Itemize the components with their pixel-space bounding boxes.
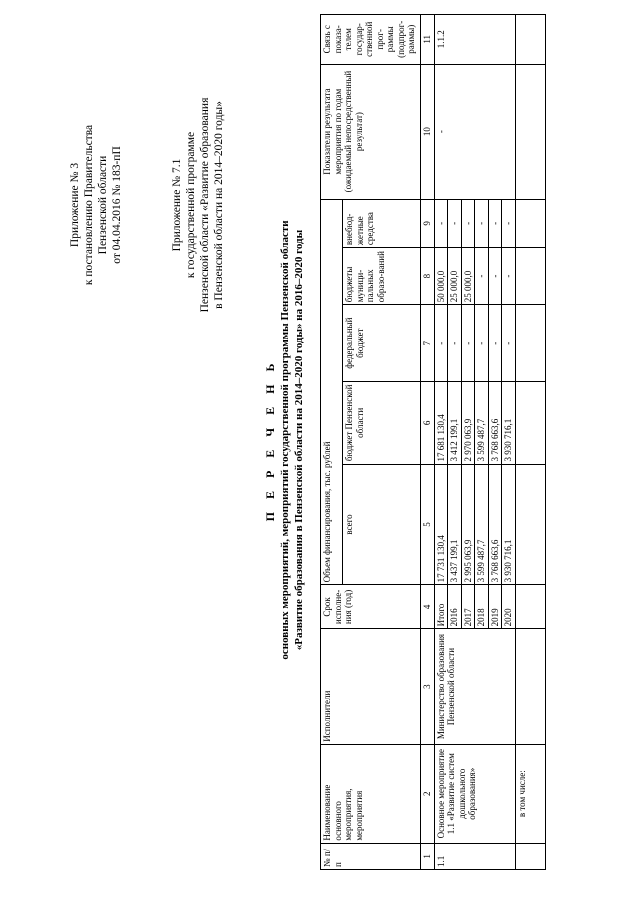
appendix-main-line: к постановлению Правительства — [83, 124, 95, 286]
cell-regional: 2 970 063,9 — [461, 382, 475, 464]
empty-cell — [515, 305, 545, 382]
cell-total: 3 599 487,7 — [475, 464, 489, 585]
row-num: 1.1 — [434, 843, 515, 869]
header-federal: федеральный бюджет — [343, 305, 421, 382]
title-line: «Развитие образования в Пензенской области на 2014–2020 годы» на 2016–2020 годы — [293, 229, 305, 651]
empty-cell — [515, 64, 545, 199]
appendix-sub — [170, 80, 226, 330]
cell-year: 2017 — [461, 585, 475, 629]
header-link: Связь с показа-телем государ-ственной прог-раммы (подпрог-раммы) — [321, 15, 421, 65]
cell-municipal: 50 000,0 — [434, 248, 448, 305]
header-funding: Объем финансирования, тыс. рублей — [321, 199, 343, 585]
empty-cell — [515, 629, 545, 744]
cell-extra: - — [434, 199, 448, 247]
row-name: Основное мероприятие 1.1 «Развитие систем дошкольного образования» — [434, 744, 515, 843]
cell-year: 2016 — [448, 585, 462, 629]
header-name: Наименование основного мероприятия, мероприятия — [321, 744, 421, 843]
cell-year: Итого — [434, 585, 448, 629]
row-executor: Министерство образования Пензенской области — [434, 629, 515, 744]
cell-regional: 3 412 199,1 — [448, 382, 462, 464]
cell-federal: - — [502, 305, 516, 382]
cell-extra: - — [461, 199, 475, 247]
cell-year: 2019 — [488, 585, 502, 629]
appendix-sub-line: Пензенской области «Развитие образования — [199, 97, 211, 313]
row-link: 1.1.2 — [434, 15, 515, 65]
cell-municipal: - — [488, 248, 502, 305]
cell-total: 17 731 130,4 — [434, 464, 448, 585]
header-regional: бюджет Пензенской области — [343, 382, 421, 464]
cell-regional: 3 599 487,7 — [475, 382, 489, 464]
header-extrabudget: внебюд-жетные средства — [343, 199, 421, 247]
cell-municipal: 25 000,0 — [461, 248, 475, 305]
cell-extra: - — [475, 199, 489, 247]
header-indicators: Показатели результата мероприятия по годам (ожидаемый непосредственный результат) — [321, 64, 421, 199]
empty-cell — [515, 15, 545, 65]
column-number-row — [421, 15, 435, 870]
empty-cell — [515, 585, 545, 629]
column-number: 2 — [421, 744, 435, 843]
column-number: 8 — [421, 248, 435, 305]
column-number: 9 — [421, 199, 435, 247]
header-row — [321, 15, 343, 870]
title-line: основных мероприятий, мероприятий государственной программы Пензенской области — [279, 220, 291, 660]
column-number: 7 — [421, 305, 435, 382]
empty-cell — [515, 464, 545, 585]
cell-municipal: - — [502, 248, 516, 305]
appendix-main-line: Пензенской области — [97, 155, 109, 255]
cell-total: 2 995 063,9 — [461, 464, 475, 585]
empty-cell — [515, 248, 545, 305]
header-municipal: бюджеты муници-пальных образо-ваний — [343, 248, 421, 305]
cell-federal: - — [461, 305, 475, 382]
column-number: 3 — [421, 629, 435, 744]
header-executors: Исполнители — [321, 629, 421, 744]
row-indicator: - — [434, 64, 515, 199]
header-total: всего — [343, 464, 421, 585]
appendix-main-line: от 04.04.2016 № 183-пП — [111, 146, 123, 264]
column-number: 1 — [421, 843, 435, 869]
cell-federal: - — [434, 305, 448, 382]
sub-label: в том числе: — [515, 744, 545, 843]
header-term: Срок исполне-ния (год) — [321, 585, 421, 629]
cell-regional: 3 768 663,6 — [488, 382, 502, 464]
cell-total: 3 437 199,1 — [448, 464, 462, 585]
cell-year: 2018 — [475, 585, 489, 629]
appendix-sub-line: к государственной программе — [185, 131, 197, 279]
appendix-main-line: Приложение № 3 — [69, 162, 81, 248]
appendix-sub-line: в Пензенской области на 2014–2020 годы» — [213, 101, 225, 309]
cell-total: 3 768 663,6 — [488, 464, 502, 585]
empty-cell — [515, 843, 545, 869]
cell-extra: - — [502, 199, 516, 247]
cell-municipal: - — [475, 248, 489, 305]
cell-total: 3 930 716,1 — [502, 464, 516, 585]
cell-regional: 17 681 130,4 — [434, 382, 448, 464]
table-row-subitems — [515, 15, 545, 870]
cell-regional: 3 930 716,1 — [502, 382, 516, 464]
measures-table — [320, 14, 546, 870]
appendix-sub-line: Приложение № 7.1 — [171, 158, 183, 252]
column-number: 6 — [421, 382, 435, 464]
cell-federal: - — [448, 305, 462, 382]
column-number: 10 — [421, 64, 435, 199]
title-heading: П Е Р Е Ч Е Н Ь — [263, 358, 277, 522]
cell-extra: - — [488, 199, 502, 247]
column-number: 5 — [421, 464, 435, 585]
cell-year: 2020 — [502, 585, 516, 629]
cell-extra: - — [448, 199, 462, 247]
appendix-main — [68, 95, 124, 315]
column-number: 11 — [421, 15, 435, 65]
cell-federal: - — [488, 305, 502, 382]
document-title — [262, 35, 306, 845]
empty-cell — [515, 382, 545, 464]
table-row — [434, 15, 448, 870]
empty-cell — [515, 199, 545, 247]
cell-municipal: 25 000,0 — [448, 248, 462, 305]
cell-federal: - — [475, 305, 489, 382]
column-number: 4 — [421, 585, 435, 629]
header-num: № п/п — [321, 843, 421, 869]
